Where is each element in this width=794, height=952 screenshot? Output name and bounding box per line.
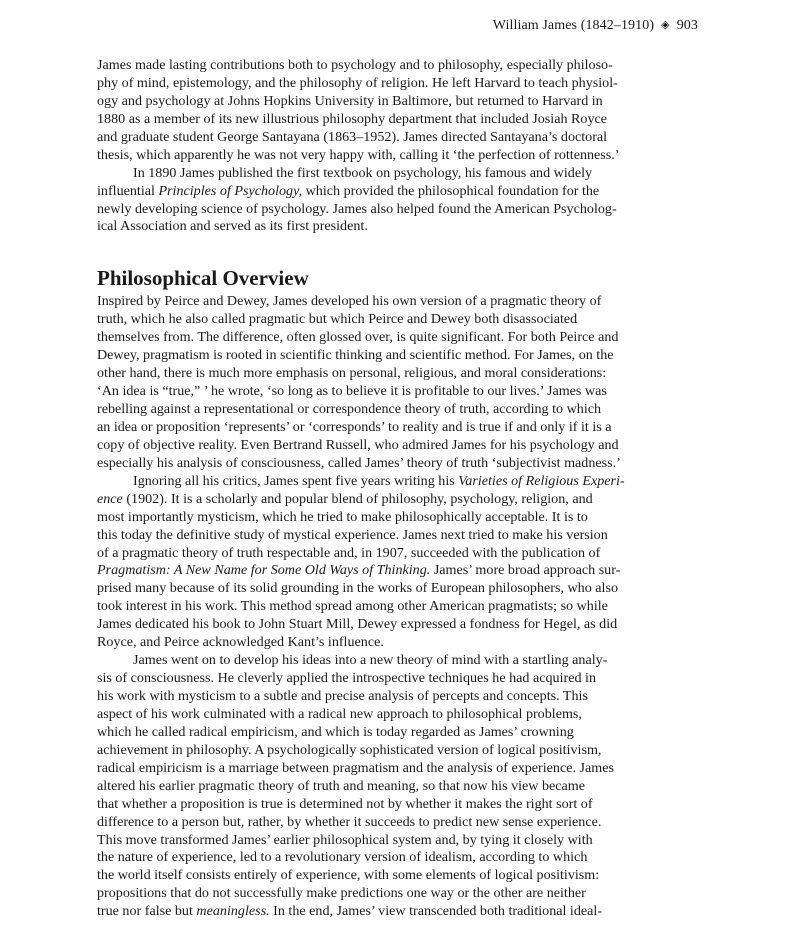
text-line: ogy and psychology at Johns Hopkins University in Baltimore, but returned to Harvard in bbox=[97, 92, 603, 109]
text-line bbox=[97, 491, 641, 509]
text-line: copy of objective reality. Even Bertrand Russell, who admired James for his psychology and bbox=[97, 436, 619, 453]
text-line: In 1890 James published the first textbook on psychology, his famous and widely bbox=[133, 164, 593, 181]
text-line: Dewey, pragmatism is rooted in scientific thinking and scientific method. For James, on the bbox=[97, 347, 614, 364]
text-line: of a pragmatic theory of truth respectable and, in 1907, succeeded with the publication of bbox=[97, 544, 601, 561]
text-line: and graduate student George Santayana (1863–1952). James directed Santayana’s doctoral bbox=[97, 128, 608, 145]
text-line: themselves from. The difference, often glossed over, is quite significant. For both Peirce and bbox=[97, 329, 619, 346]
text-line: newly developing science of psychology. James also helped found the American Psycholog- bbox=[97, 200, 617, 217]
text-line bbox=[97, 562, 641, 580]
running-head bbox=[493, 18, 698, 34]
text-line: This move transformed James’ earlier philosophical system and, by tying it closely with bbox=[97, 831, 593, 848]
section-heading: Philosophical Overview bbox=[97, 266, 309, 291]
text-line: ical Association and served as its first president. bbox=[97, 218, 368, 235]
text-line: his work with mysticism to a subtle and precise analysis of percepts and concepts. This bbox=[97, 688, 588, 704]
text-line: took interest in his work. This method spread among other American pragmatists; so while bbox=[97, 598, 608, 615]
diamond-icon: ◈ bbox=[661, 19, 670, 31]
text-line: the nature of experience, led to a revolutionary version of idealism, according to which bbox=[97, 849, 588, 866]
text-run: In the end, James’ view transcended both traditional ideal- bbox=[269, 903, 603, 920]
text-line: prised many because of its solid grounding in the works of European philosophers, who also bbox=[97, 580, 618, 597]
page-number: 903 bbox=[676, 18, 698, 33]
text-line: sis of consciousness. He cleverly applied the introspective techniques he had acquired in bbox=[97, 670, 596, 687]
text-run: influential bbox=[97, 182, 159, 199]
body-text bbox=[97, 57, 641, 921]
text-line: radical empiricism is a marriage between pragmatism and the analysis of experience. James bbox=[97, 759, 614, 776]
intro-paragraph-2 bbox=[97, 165, 641, 237]
text-line: difference to a person but, rather, by whether it succeeds to predict new sense experience. bbox=[97, 813, 602, 830]
text-line bbox=[97, 473, 641, 491]
text-line: James made lasting contributions both to psychology and to philosophy, especially philoso- bbox=[97, 57, 613, 73]
text-line: James dedicated his book to John Stuart Mill, Dewey expressed a fondness for Hegel, as did bbox=[97, 616, 618, 633]
book-title: Pragmatism: A New Name for Some Old Ways of Thinking. bbox=[97, 562, 431, 579]
text-line bbox=[97, 183, 641, 201]
text-run: which provided the philosophical foundation for the bbox=[302, 182, 600, 199]
text-line: that whether a proposition is true is determined not by whether it makes the right sort of bbox=[97, 795, 593, 812]
text-line: this today the definitive study of mystical experience. James next tried to make his version bbox=[97, 526, 608, 543]
book-title: Principles of Psychology, bbox=[158, 182, 303, 199]
overview-paragraph-3 bbox=[97, 652, 641, 921]
text-line: an idea or proposition ‘represents’ or ‘corresponds’ to reality and is true if and only if it is a bbox=[97, 418, 612, 435]
text-line: which he called radical empiricism, and which is today regarded as James’ crowning bbox=[97, 723, 574, 740]
text-line bbox=[97, 903, 641, 921]
overview-paragraph-1 bbox=[97, 293, 641, 472]
text-run: Ignoring all his critics, James spent five years writing his bbox=[133, 472, 459, 489]
text-line: propositions that do not successfully make predictions one way or the other are neither bbox=[97, 885, 586, 902]
running-title: William James (1842–1910) bbox=[492, 18, 655, 33]
text-line: rebelling against a representational or correspondence theory of truth, according to which bbox=[97, 401, 602, 417]
emphasis: meaningless. bbox=[196, 903, 270, 920]
text-line: ‘An idea is “true,” ’ he wrote, ‘so long as to believe it is profitable to our lives.’ James was bbox=[97, 383, 607, 400]
text-line: phy of mind, epistemology, and the philosophy of religion. He left Harvard to teach physiol- bbox=[97, 74, 618, 91]
text-line: truth, which he also called pragmatic but which Peirce and Dewey both disassociated bbox=[97, 311, 578, 328]
intro-paragraph-1 bbox=[97, 57, 641, 165]
text-line: achievement in philosophy. A psychologically sophisticated version of logical positivism, bbox=[97, 741, 602, 758]
text-line: altered his earlier pragmatic theory of truth and meaning, so that now his view became bbox=[97, 777, 586, 794]
text-line: 1880 as a member of its new illustrious philosophy department that included Josiah Royce bbox=[97, 110, 608, 127]
text-run: true nor false but bbox=[97, 903, 197, 920]
text-line: the world itself consists entirely of experience, with some elements of logical positivism: bbox=[97, 867, 600, 884]
text-line: Inspired by Peirce and Dewey, James developed his own version of a pragmatic theory of bbox=[97, 293, 602, 310]
book-title: ence bbox=[97, 490, 123, 507]
book-title: Varieties of Religious Experi- bbox=[458, 472, 625, 489]
text-line: thesis, which apparently he was not very happy with, calling it ‘the perfection of rottenness.’ bbox=[97, 146, 620, 163]
text-line: Royce, and Peirce acknowledged Kant’s influence. bbox=[97, 634, 384, 651]
text-run: James’ more broad approach sur- bbox=[430, 562, 621, 579]
text-line: most importantly mysticism, which he tried to make philosophically acceptable. It is to bbox=[97, 508, 588, 525]
text-line: other hand, there is much more emphasis on personal, religious, and moral considerations: bbox=[97, 365, 607, 382]
text-line: James went on to develop his ideas into a new theory of mind with a startling analy- bbox=[133, 652, 608, 669]
overview-paragraph-2 bbox=[97, 473, 641, 652]
text-line: especially his analysis of consciousness, called James’ theory of truth ‘subjectivist madness.’ bbox=[97, 454, 621, 471]
text-run: (1902). It is a scholarly and popular blend of philosophy, psychology, religion, and bbox=[122, 490, 593, 507]
text-line: aspect of his work culminated with a radical new approach to philosophical problems, bbox=[97, 705, 582, 722]
